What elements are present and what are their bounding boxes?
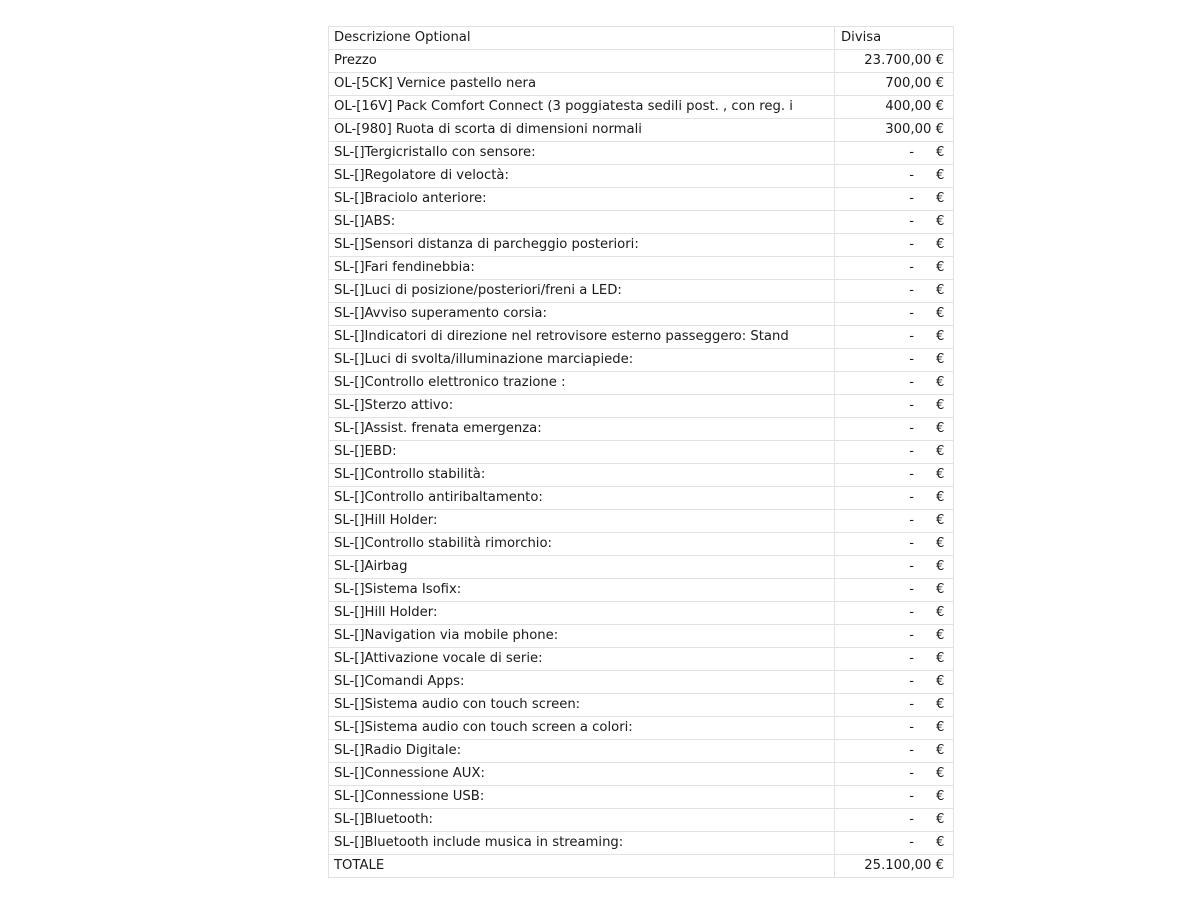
optional-price: 400,00 € (835, 96, 954, 119)
standard-price-euro: € (936, 605, 945, 620)
standard-price-euro: € (936, 651, 945, 666)
standard-price-euro: € (936, 398, 945, 413)
standard-price (835, 648, 954, 671)
standard-price-dash: - (909, 444, 914, 459)
standard-price (835, 349, 954, 372)
total-value: 25.100,00 € (835, 855, 954, 878)
standard-price-euro: € (936, 191, 945, 206)
standard-row (329, 763, 954, 786)
standard-row (329, 418, 954, 441)
standard-price-dash: - (909, 237, 914, 252)
header-description: Descrizione Optional (329, 27, 835, 50)
standard-row (329, 303, 954, 326)
standard-price-dash: - (909, 766, 914, 781)
standard-price (835, 395, 954, 418)
standard-price (835, 717, 954, 740)
standard-label: SL-[]Braciolo anteriore: (329, 188, 835, 211)
standard-price-dash: - (909, 628, 914, 643)
standard-price-euro: € (936, 582, 945, 597)
price-label: Prezzo (329, 50, 835, 73)
standard-price-dash: - (909, 513, 914, 528)
standard-price-value (835, 510, 944, 532)
standard-label: SL-[]Indicatori di direzione nel retrovisore esterno passeggero: Stand (329, 326, 835, 349)
standard-price-value (835, 556, 944, 578)
standard-label: SL-[]ABS: (329, 211, 835, 234)
standard-price-euro: € (936, 214, 945, 229)
standard-price-dash: - (909, 559, 914, 574)
standard-price-dash: - (909, 605, 914, 620)
standard-price-dash: - (909, 306, 914, 321)
standard-price-dash: - (909, 260, 914, 275)
standard-row (329, 372, 954, 395)
standard-price (835, 533, 954, 556)
standard-label: SL-[]Sensori distanza di parcheggio posteriori: (329, 234, 835, 257)
standard-price-dash: - (909, 168, 914, 183)
optional-row (329, 119, 954, 142)
standard-price-value (835, 234, 944, 256)
standard-price-euro: € (936, 444, 945, 459)
standard-row (329, 326, 954, 349)
standard-price-dash: - (909, 812, 914, 827)
standard-label: SL-[]Tergicristallo con sensore: (329, 142, 835, 165)
standard-price-euro: € (936, 329, 945, 344)
standard-row (329, 211, 954, 234)
standard-label: SL-[]Sterzo attivo: (329, 395, 835, 418)
total-label: TOTALE (329, 855, 835, 878)
standard-label: SL-[]Sistema audio con touch screen a colori: (329, 717, 835, 740)
standard-price-value (835, 441, 944, 463)
price-row (329, 50, 954, 73)
standard-price-euro: € (936, 237, 945, 252)
standard-price-value (835, 579, 944, 601)
standard-price-euro: € (936, 697, 945, 712)
standard-price-value (835, 832, 944, 854)
standard-price-value (835, 533, 944, 555)
standard-price-dash: - (909, 352, 914, 367)
standard-price (835, 441, 954, 464)
standard-label: SL-[]Hill Holder: (329, 602, 835, 625)
standard-label: SL-[]Controllo elettronico trazione : (329, 372, 835, 395)
standard-price-euro: € (936, 720, 945, 735)
standard-price-dash: - (909, 214, 914, 229)
standard-price-euro: € (936, 513, 945, 528)
standard-label: SL-[]Navigation via mobile phone: (329, 625, 835, 648)
standard-price-value (835, 694, 944, 716)
standard-price-value (835, 786, 944, 808)
standard-label: SL-[]Comandi Apps: (329, 671, 835, 694)
standard-price-value (835, 326, 944, 348)
standard-price-euro: € (936, 467, 945, 482)
standard-price-dash: - (909, 191, 914, 206)
standard-price (835, 418, 954, 441)
standard-price (835, 372, 954, 395)
header-currency: Divisa (835, 27, 954, 50)
standard-row (329, 257, 954, 280)
standard-price-value (835, 809, 944, 831)
standard-price-value (835, 142, 944, 164)
standard-row (329, 556, 954, 579)
standard-label: SL-[]Fari fendinebbia: (329, 257, 835, 280)
standard-label: SL-[]Bluetooth include musica in streaming: (329, 832, 835, 855)
standard-price-dash: - (909, 674, 914, 689)
standard-price-euro: € (936, 536, 945, 551)
optional-price: 700,00 € (835, 73, 954, 96)
standard-price-value (835, 717, 944, 739)
standard-price (835, 809, 954, 832)
standard-price-euro: € (936, 490, 945, 505)
standard-row (329, 786, 954, 809)
standard-price-dash: - (909, 697, 914, 712)
optional-row (329, 96, 954, 119)
standard-price-euro: € (936, 628, 945, 643)
standard-price-euro: € (936, 789, 945, 804)
standard-label: SL-[]Attivazione vocale di serie: (329, 648, 835, 671)
standard-price-euro: € (936, 674, 945, 689)
standard-price (835, 142, 954, 165)
standard-price-euro: € (936, 260, 945, 275)
standard-price-value (835, 395, 944, 417)
standard-row (329, 671, 954, 694)
standard-row (329, 165, 954, 188)
standard-price (835, 786, 954, 809)
standard-label: SL-[]Avviso superamento corsia: (329, 303, 835, 326)
standard-label: SL-[]Airbag (329, 556, 835, 579)
standard-row (329, 464, 954, 487)
standard-price (835, 832, 954, 855)
standard-label: SL-[]Connessione AUX: (329, 763, 835, 786)
standard-price-dash: - (909, 467, 914, 482)
standard-price-value (835, 372, 944, 394)
standard-row (329, 579, 954, 602)
standard-row (329, 717, 954, 740)
standard-price-euro: € (936, 743, 945, 758)
optional-label: OL-[5CK] Vernice pastello nera (329, 73, 835, 96)
standard-label: SL-[]Controllo stabilità rimorchio: (329, 533, 835, 556)
standard-price-value (835, 487, 944, 509)
optional-price: 300,00 € (835, 119, 954, 142)
standard-price (835, 211, 954, 234)
standard-price (835, 257, 954, 280)
standard-price-euro: € (936, 375, 945, 390)
standard-price-dash: - (909, 582, 914, 597)
standard-row (329, 625, 954, 648)
standard-price-dash: - (909, 283, 914, 298)
standard-price-dash: - (909, 720, 914, 735)
standard-price-euro: € (936, 421, 945, 436)
standard-price (835, 188, 954, 211)
table-body (329, 27, 954, 878)
standard-price-value (835, 602, 944, 624)
standard-price (835, 602, 954, 625)
standard-price-value (835, 188, 944, 210)
standard-label: SL-[]Radio Digitale: (329, 740, 835, 763)
standard-price (835, 625, 954, 648)
standard-row (329, 832, 954, 855)
standard-row (329, 349, 954, 372)
standard-price (835, 464, 954, 487)
standard-price (835, 510, 954, 533)
standard-label: SL-[]Hill Holder: (329, 510, 835, 533)
standard-price-value (835, 349, 944, 371)
standard-price (835, 487, 954, 510)
standard-label: SL-[]Connessione USB: (329, 786, 835, 809)
standard-price-dash: - (909, 789, 914, 804)
standard-price-value (835, 740, 944, 762)
standard-price-dash: - (909, 398, 914, 413)
optional-price-sheet (328, 26, 945, 878)
standard-price (835, 326, 954, 349)
standard-price-dash: - (909, 536, 914, 551)
standard-price-dash: - (909, 651, 914, 666)
standard-price (835, 694, 954, 717)
standard-price-dash: - (909, 490, 914, 505)
standard-price-dash: - (909, 329, 914, 344)
standard-row (329, 510, 954, 533)
standard-price (835, 579, 954, 602)
standard-price-euro: € (936, 168, 945, 183)
standard-price-euro: € (936, 283, 945, 298)
standard-price-value (835, 165, 944, 187)
standard-price-value (835, 763, 944, 785)
standard-price-euro: € (936, 559, 945, 574)
standard-price-dash: - (909, 743, 914, 758)
standard-price-dash: - (909, 835, 914, 850)
standard-price-value (835, 211, 944, 233)
standard-price-value (835, 257, 944, 279)
standard-row (329, 395, 954, 418)
header-row (329, 27, 954, 50)
standard-row (329, 602, 954, 625)
standard-price-euro: € (936, 766, 945, 781)
standard-price-euro: € (936, 306, 945, 321)
standard-row (329, 280, 954, 303)
standard-price-value (835, 625, 944, 647)
standard-label: SL-[]Bluetooth: (329, 809, 835, 832)
standard-price-euro: € (936, 835, 945, 850)
standard-label: SL-[]EBD: (329, 441, 835, 464)
standard-price (835, 671, 954, 694)
price-value: 23.700,00 € (835, 50, 954, 73)
optional-label: OL-[16V] Pack Comfort Connect (3 poggiatesta sedili post. , con reg. i (329, 96, 835, 119)
standard-label: SL-[]Sistema Isofix: (329, 579, 835, 602)
standard-label: SL-[]Sistema audio con touch screen: (329, 694, 835, 717)
total-row (329, 855, 954, 878)
standard-row (329, 809, 954, 832)
standard-row (329, 694, 954, 717)
standard-price (835, 234, 954, 257)
standard-price-dash: - (909, 421, 914, 436)
standard-label: SL-[]Luci di posizione/posteriori/freni a LED: (329, 280, 835, 303)
standard-row (329, 648, 954, 671)
standard-row (329, 533, 954, 556)
standard-row (329, 441, 954, 464)
standard-label: SL-[]Controllo stabilità: (329, 464, 835, 487)
standard-price (835, 556, 954, 579)
standard-row (329, 142, 954, 165)
standard-price-value (835, 418, 944, 440)
standard-price (835, 303, 954, 326)
standard-price-value (835, 464, 944, 486)
standard-label: SL-[]Assist. frenata emergenza: (329, 418, 835, 441)
standard-price-euro: € (936, 352, 945, 367)
standard-price-value (835, 303, 944, 325)
standard-price (835, 740, 954, 763)
standard-label: SL-[]Regolatore di veloctà: (329, 165, 835, 188)
standard-row (329, 188, 954, 211)
standard-price-value (835, 671, 944, 693)
standard-price-dash: - (909, 145, 914, 160)
standard-price-value (835, 280, 944, 302)
standard-price (835, 165, 954, 188)
standard-row (329, 487, 954, 510)
optional-label: OL-[980] Ruota di scorta di dimensioni normali (329, 119, 835, 142)
standard-price (835, 280, 954, 303)
standard-price (835, 763, 954, 786)
standard-price-value (835, 648, 944, 670)
standard-row (329, 234, 954, 257)
standard-label: SL-[]Controllo antiribaltamento: (329, 487, 835, 510)
standard-price-euro: € (936, 145, 945, 160)
standard-price-euro: € (936, 812, 945, 827)
standard-label: SL-[]Luci di svolta/illuminazione marciapiede: (329, 349, 835, 372)
optional-table (328, 26, 954, 878)
standard-price-dash: - (909, 375, 914, 390)
standard-row (329, 740, 954, 763)
optional-row (329, 73, 954, 96)
